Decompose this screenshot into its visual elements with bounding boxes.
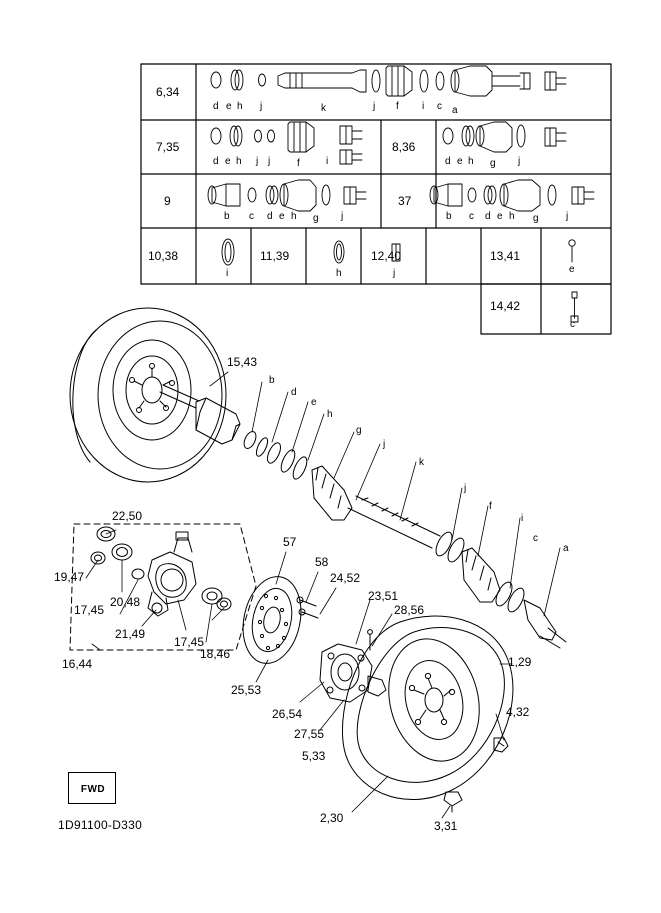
- shaft-sub-label-c: c: [533, 533, 538, 544]
- sub-label-r2-h: h: [236, 156, 242, 167]
- table-ref-13-41: 13,41: [490, 249, 521, 263]
- table-grid: [141, 64, 611, 334]
- front-wheel-right: [342, 616, 512, 812]
- knuckle-group: [70, 524, 256, 650]
- row1-assembly: [211, 66, 566, 96]
- sub-label-r7-h: h: [336, 268, 342, 279]
- sub-label-r4-h: h: [291, 211, 297, 222]
- shaft-sub-label-h: h: [327, 409, 333, 420]
- shaft-sub-label-a: a: [563, 543, 569, 554]
- table-ref-6-34: 6,34: [156, 85, 180, 99]
- sub-label-r3-h: h: [468, 156, 474, 167]
- callout-26-54: 26,54: [272, 707, 303, 721]
- sub-label-r2-e: e: [225, 156, 231, 167]
- callout-17-45-a: 17,45: [74, 603, 105, 617]
- shaft-sub-label-i: i: [521, 513, 524, 524]
- sub-label-r4-b: b: [224, 211, 230, 222]
- row3-right-assembly: [430, 180, 594, 211]
- table-ref-7-35: 7,35: [156, 140, 180, 154]
- sub-label-r5-b: b: [446, 211, 452, 222]
- callout-2-30: 2,30: [320, 811, 344, 825]
- wheel-nut: [494, 738, 508, 752]
- callout-28-56: 28,56: [394, 603, 425, 617]
- callout-1-29: 1,29: [508, 655, 532, 669]
- brake-disc: [235, 571, 318, 669]
- sub-label-r2-i: i: [326, 156, 329, 167]
- callout-15-43: 15,43: [227, 355, 258, 369]
- shaft-sub-label-e: e: [311, 397, 317, 408]
- sub-label-c: c: [437, 101, 442, 112]
- fwd-marker-label: FWD: [80, 783, 106, 795]
- table-ref-11-39: 11,39: [260, 249, 290, 263]
- sub-label-r5-e: e: [497, 211, 503, 222]
- callout-4-32: 4,32: [506, 705, 530, 719]
- part-code-label: 1D91100-D330: [58, 818, 143, 832]
- callout-21-49: 21,49: [115, 627, 146, 641]
- row2-right-assembly: [443, 122, 566, 152]
- table-ref-8-36: 8,36: [392, 140, 416, 154]
- sub-label-r2-d: d: [213, 156, 219, 167]
- sub-label-r9-e: e: [569, 264, 575, 275]
- sub-label-j2: j: [373, 101, 376, 112]
- callout-22-50: 22,50: [112, 509, 143, 523]
- sub-label-r3-g: g: [490, 158, 496, 169]
- sub-label-r3-j: j: [518, 156, 521, 167]
- sub-label-r5-c: c: [469, 211, 474, 222]
- table-ref-12-40: 12,40: [371, 249, 402, 263]
- callout-27-55: 27,55: [294, 727, 325, 741]
- callout-18-46: 18,46: [200, 647, 231, 661]
- sub-label-k: k: [321, 103, 326, 114]
- shaft-sub-label-b: b: [269, 375, 275, 386]
- front-wheel-left: [70, 308, 226, 482]
- callout-24-52: 24,52: [330, 571, 361, 585]
- callout-17-45-b: 17,45: [174, 635, 205, 649]
- sub-label-j: j: [260, 101, 263, 112]
- sub-label-d: d: [213, 101, 219, 112]
- shaft-sub-label-g: g: [356, 425, 362, 436]
- sub-label-a: a: [452, 105, 458, 116]
- sub-label-r3-d: d: [445, 156, 451, 167]
- sub-label-r4-g: g: [313, 213, 319, 224]
- callout-20-48: 20,48: [110, 595, 141, 609]
- shaft-sub-label-f: f: [489, 501, 492, 512]
- shaft-sub-label-d: d: [291, 387, 297, 398]
- sub-label-e: e: [226, 101, 232, 112]
- sub-label-r2-j2: j: [268, 156, 271, 167]
- sub-label-r3-e: e: [457, 156, 463, 167]
- callout-16-44: 16,44: [62, 657, 93, 671]
- callout-25-53: 25,53: [231, 683, 262, 697]
- sub-label-f: f: [396, 101, 399, 112]
- table-ref-10-38: 10,38: [148, 249, 179, 263]
- callout-23-51: 23,51: [368, 589, 399, 603]
- callout-19-47: 19,47: [54, 570, 85, 584]
- sub-label-r10-c: c: [570, 319, 575, 330]
- shaft-sub-label-j2: j: [464, 483, 467, 494]
- sub-label-r4-d: d: [267, 211, 273, 222]
- sub-label-r4-c: c: [249, 211, 254, 222]
- sub-label-r4-e: e: [279, 211, 285, 222]
- sub-label-h: h: [237, 101, 243, 112]
- row3-left-assembly: [208, 180, 366, 211]
- fwd-marker-box: [68, 772, 116, 804]
- hub-assembly: [320, 630, 386, 702]
- row2-left-assembly: [211, 122, 362, 164]
- sub-label-r4-j: j: [341, 211, 344, 222]
- shaft-sub-label-j1: j: [383, 439, 386, 450]
- sub-label-i: i: [422, 101, 425, 112]
- sub-label-r6-i: i: [226, 268, 229, 279]
- table-ref-37: 37: [398, 194, 412, 208]
- callout-5-33: 5,33: [302, 749, 326, 763]
- sub-label-r5-j: j: [566, 211, 569, 222]
- sub-label-r5-g: g: [533, 213, 539, 224]
- sub-label-r8-j: j: [393, 268, 396, 279]
- callout-58: 58: [315, 555, 329, 569]
- table-ref-9: 9: [164, 194, 171, 208]
- sub-label-r5-d: d: [485, 211, 491, 222]
- shaft-sub-label-k: k: [419, 457, 424, 468]
- sub-label-r2-f: f: [297, 158, 300, 169]
- callout-57: 57: [283, 535, 297, 549]
- table-ref-14-42: 14,42: [490, 299, 521, 313]
- sub-label-r2-j: j: [256, 156, 259, 167]
- sub-label-r5-h: h: [509, 211, 515, 222]
- callout-3-31: 3,31: [434, 819, 458, 833]
